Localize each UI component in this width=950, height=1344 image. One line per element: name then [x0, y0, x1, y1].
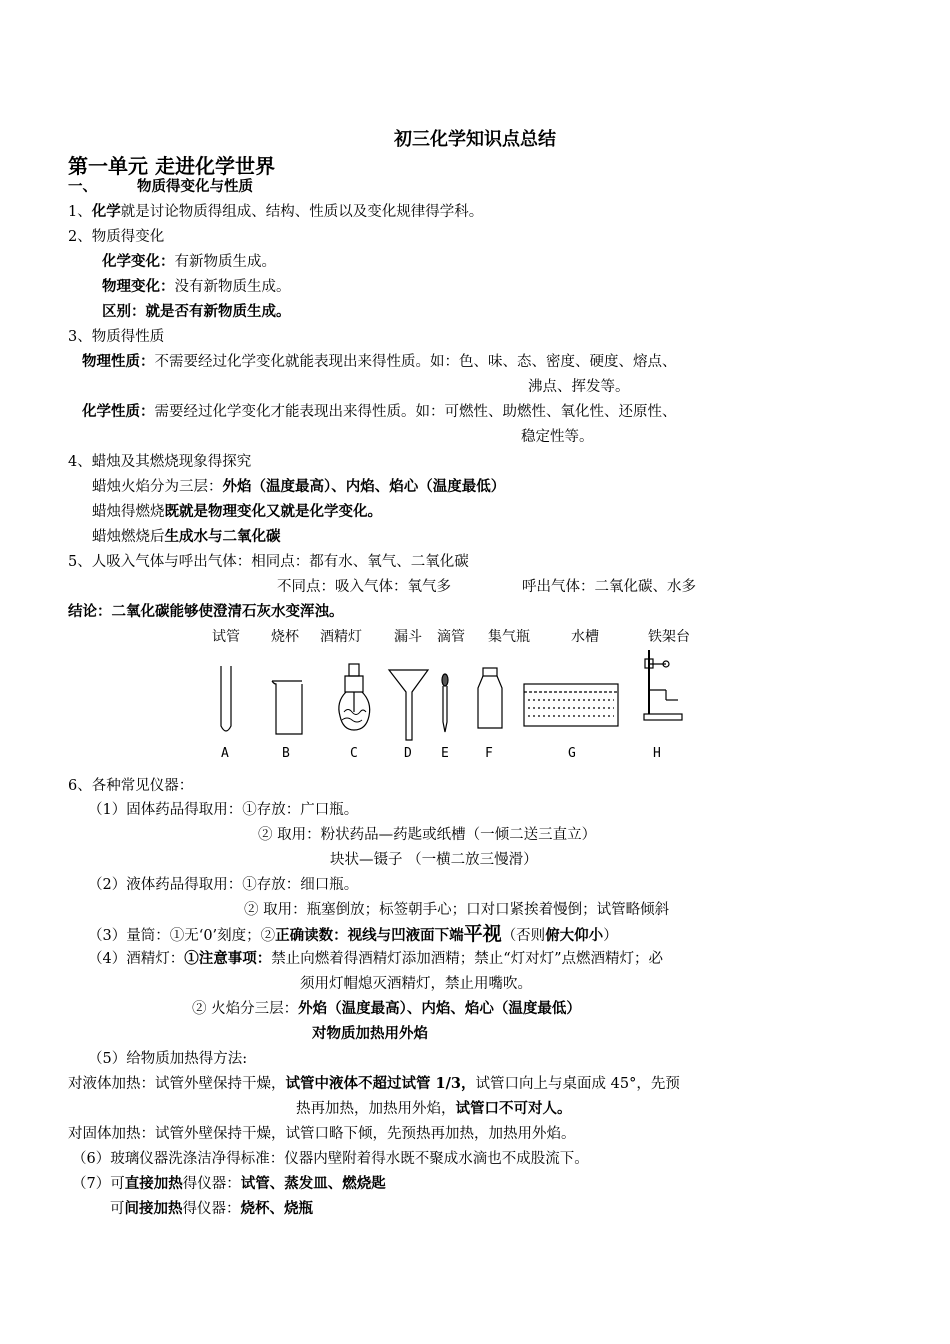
alcohol-lamp-icon — [339, 664, 370, 730]
term: 物理性质： — [82, 353, 155, 370]
text-bold: 间接加热 — [124, 1200, 183, 1217]
glass-cleaning: （6）玻璃仪器洗涤洁净得标准：仪器内壁附着得水既不聚成水滴也不成股流下。 — [72, 1151, 589, 1167]
text-bold: 试管口不可对人。 — [455, 1100, 572, 1117]
liquid-storage: （2）液体药品得取用：①存放：细口瓶。 — [88, 877, 359, 893]
text: 蜡烛得燃烧 — [92, 504, 165, 520]
heating-heading: （5）给物质加热得方法: — [88, 1051, 248, 1067]
text-bold: 试管、蒸发皿、燃烧匙 — [240, 1175, 386, 1192]
definition: 就是讨论物质得组成、结构、性质以及变化规律得学科。 — [120, 204, 484, 220]
apparatus-name: 铁架台 — [648, 629, 690, 645]
apparatus-letter: A — [221, 746, 229, 761]
text-bold: 生成水与二氧化碳 — [164, 528, 281, 545]
difference: 区别：就是否有新物质生成。 — [102, 303, 291, 320]
apparatus-name: 集气瓶 — [488, 629, 530, 645]
phys-property-cont: 沸点、挥发等。 — [528, 379, 630, 395]
text: 热再加热，加热用外焰， — [296, 1101, 456, 1117]
direct-heating — [72, 1174, 386, 1194]
chem-change — [102, 252, 276, 272]
definition: 不需要经过化学变化就能表现出来得性质。如：色、味、态、密度、硬度、熔点、 — [154, 354, 677, 370]
apparatus-name: 滴管 — [437, 629, 465, 645]
beaker-icon — [272, 681, 302, 734]
term: 化学 — [91, 203, 121, 220]
text: 可 — [110, 1201, 125, 1217]
unit-heading: 第一单元 走进化学世界 — [68, 154, 275, 178]
gas-bottle-icon — [478, 668, 502, 728]
cylinder-line — [88, 924, 618, 946]
definition: 需要经过化学变化才能表现出来得性质。如：可燃性、助燃性、氧化性、还原性、 — [154, 404, 677, 420]
point-6-heading: 6、各种常见仪器： — [68, 778, 194, 794]
text: 试管口向上与桌面成 45°，先预 — [475, 1076, 680, 1092]
phys-property — [82, 352, 677, 372]
text: ② 火焰分三层： — [192, 1001, 299, 1017]
section-number: 一、 — [68, 178, 97, 195]
text: （7）可 — [72, 1176, 125, 1192]
candle-burning — [92, 502, 382, 522]
term: 化学变化： — [102, 253, 175, 270]
conclusion: 结论：二氧化碳能够使澄清石灰水变浑浊。 — [68, 603, 344, 620]
apparatus-letter: B — [282, 746, 290, 761]
text-bold: 俯大仰小 — [545, 927, 604, 944]
indirect-heating — [110, 1199, 313, 1219]
text: 得仪器： — [182, 1201, 241, 1217]
lamp-line — [88, 949, 663, 969]
text: 得仪器： — [182, 1176, 241, 1192]
apparatus-letter: G — [568, 746, 576, 761]
text: ） — [603, 928, 618, 944]
text-bold: 外焰（温度最高）、内焰、焰心（温度最低） — [298, 1000, 581, 1017]
point-5-line2a: 不同点：吸入气体：氧气多 — [277, 579, 451, 595]
text: 禁止向燃着得酒精灯添加酒精；禁止“灯对灯”点燃酒精灯；必 — [271, 951, 664, 967]
solid-taking: ② 取用：粉状药品—药匙或纸槽（一倾二送三直立） — [258, 827, 597, 843]
lamp-line-cont: 须用灯帽熄灭酒精灯，禁止用嘴吹。 — [300, 976, 532, 992]
apparatus-name: 水槽 — [571, 629, 599, 645]
point-3-heading: 3、物质得性质 — [68, 329, 165, 345]
page-title: 初三化学知识点总结 — [394, 129, 556, 150]
definition: 有新物质生成。 — [174, 254, 276, 270]
text-bold: 正确读数：视线与凹液面下端 — [275, 927, 464, 944]
text: （3）量筒：①无‘0’刻度；② — [88, 928, 276, 944]
flame-layers — [92, 477, 505, 497]
text-bold: 既就是物理变化又就是化学变化。 — [164, 503, 382, 520]
funnel-icon — [389, 670, 428, 740]
term: 化学性质： — [82, 403, 155, 420]
point-5-line1: 5、人吸入气体与呼出气体：相同点：都有水、氧气、二氧化碳 — [68, 554, 469, 570]
text-bold: 直接加热 — [124, 1175, 183, 1192]
liquid-heating-cont — [296, 1099, 572, 1119]
chem-property — [82, 402, 677, 422]
lamp-flame — [192, 999, 581, 1019]
dropper-icon — [442, 674, 448, 732]
apparatus-letter: C — [350, 746, 358, 761]
point-5-line2b: 呼出气体：二氧化碳、水多 — [522, 579, 696, 595]
iron-stand-icon — [644, 650, 682, 720]
section-title: 物质得变化与性质 — [137, 178, 253, 195]
apparatus-name: 烧杯 — [271, 629, 299, 645]
text-large: 平视 — [463, 923, 502, 945]
apparatus-name: 试管 — [212, 629, 240, 645]
apparatus-name: 漏斗 — [394, 629, 422, 645]
text: 蜡烛火焰分为三层： — [92, 479, 223, 495]
test-tube-icon — [221, 666, 231, 731]
point-4-heading: 4、蜡烛及其燃烧现象得探究 — [68, 454, 252, 470]
apparatus-letter: H — [653, 746, 661, 761]
apparatus-letter: F — [485, 746, 493, 761]
text: 对液体加热：试管外壁保持干燥， — [68, 1076, 286, 1092]
text-bold: 外焰（温度最高）、内焰、焰心（温度最低） — [222, 478, 506, 495]
point-num: 1、 — [68, 204, 92, 220]
section-heading — [68, 177, 253, 197]
solid-storage: （1）固体药品得取用：①存放：广口瓶。 — [88, 802, 359, 818]
definition: 没有新物质生成。 — [174, 279, 291, 295]
point-2-heading: 2、物质得变化 — [68, 229, 165, 245]
text-bold: 烧杯、烧瓶 — [240, 1200, 313, 1217]
liquid-heating — [68, 1074, 680, 1094]
outer-flame-note: 对物质加热用外焰 — [312, 1025, 428, 1042]
apparatus-letter: D — [404, 746, 412, 761]
point-1 — [68, 202, 483, 222]
text-bold: 试管中液体不超过试管 1/3， — [285, 1075, 476, 1092]
chem-property-cont: 稳定性等。 — [521, 429, 594, 445]
text: （4）酒精灯： — [88, 951, 185, 967]
text: （否则 — [501, 928, 546, 944]
apparatus-name: 酒精灯 — [320, 629, 362, 645]
phys-change — [102, 277, 291, 297]
term: 物理变化： — [102, 278, 175, 295]
solid-block: 块状—镊子 （一横二放三慢滑） — [330, 852, 538, 868]
text: 蜡烛燃烧后 — [92, 529, 165, 545]
candle-products — [92, 527, 281, 547]
apparatus-letter: E — [441, 746, 449, 761]
water-trough-icon — [524, 684, 618, 726]
liquid-taking: ② 取用：瓶塞倒放；标签朝手心；口对口紧挨着慢倒；试管略倾斜 — [244, 902, 670, 918]
solid-heating: 对固体加热：试管外壁保持干燥，试管口略下倾，先预热再加热，加热用外焰。 — [68, 1126, 576, 1142]
text-bold: ①注意事项： — [184, 950, 272, 967]
